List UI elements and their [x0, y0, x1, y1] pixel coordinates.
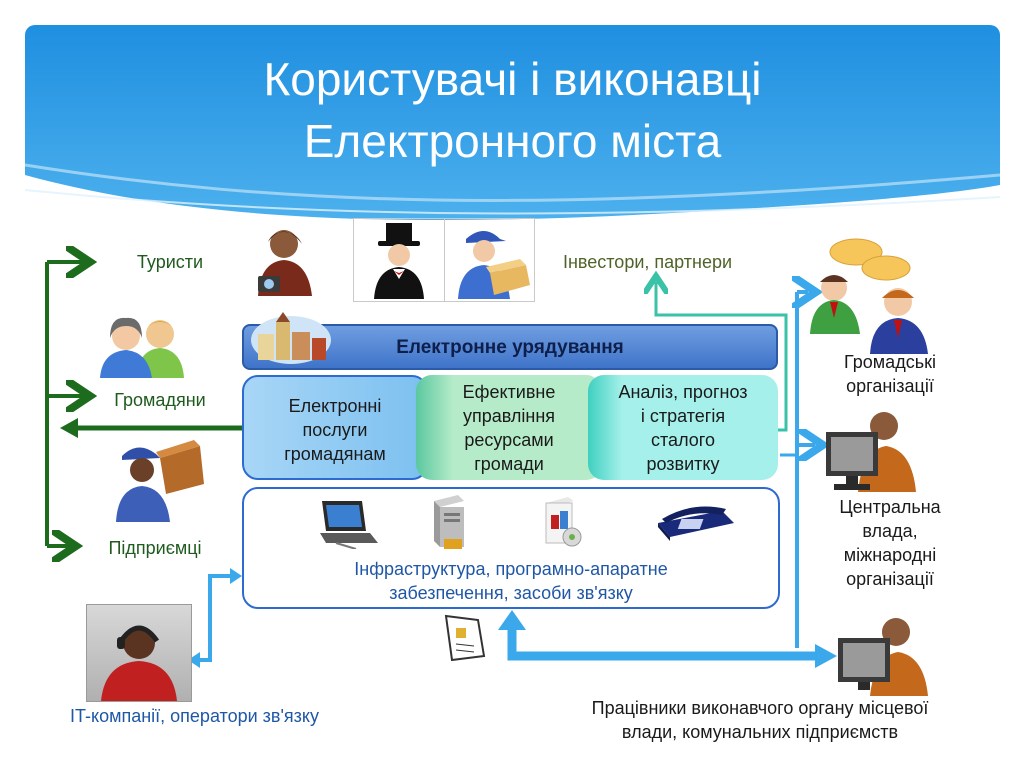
panel-divider	[444, 219, 445, 301]
document-icon	[442, 614, 488, 667]
central-line-4: організації	[846, 569, 934, 589]
label-public-organizations	[820, 350, 960, 398]
resources-line-1: Ефективне	[462, 382, 556, 402]
local-workers-icon	[834, 612, 944, 701]
service-box-analysis	[588, 375, 778, 480]
label-investors: Інвестори, партнери	[562, 252, 733, 272]
server-icon	[428, 495, 468, 558]
workers-line-1: Працівники виконавчого органу місцевої	[591, 698, 929, 718]
central-line-3: міжнародні	[843, 545, 937, 565]
services-out-arrowhead	[60, 418, 78, 438]
label-it-companies: IT-компанії, оператори зв'язку	[70, 706, 320, 726]
central-line-2: влада,	[862, 521, 918, 541]
telephone-icon	[652, 501, 736, 546]
tourist-person-icon	[250, 224, 320, 301]
infra-up-arrowhead	[498, 610, 526, 630]
title-line-2: Електронного міста	[303, 115, 722, 167]
investors-icon-panel	[353, 218, 535, 302]
public-organizations-icon	[808, 238, 948, 361]
e-government-label: Електронне урядування	[396, 337, 624, 358]
analysis-line-3: сталого	[651, 430, 715, 450]
label-citizens: Громадяни	[114, 390, 206, 410]
public-orgs-line-2: організації	[846, 376, 934, 396]
infrastructure-label	[244, 557, 778, 605]
title-line-1: Користувачі і виконавці	[263, 53, 762, 105]
software-box-icon	[542, 497, 584, 554]
analysis-line-2: і стратегія	[640, 406, 726, 426]
label-entrepreneurs: Підприємці	[108, 538, 202, 558]
it-right-arrowhead	[230, 568, 242, 584]
public-orgs-line-1: Громадські	[844, 352, 936, 372]
label-central-government	[820, 495, 960, 591]
it-operator-photo	[86, 604, 192, 702]
service-box-electronic-services	[242, 375, 428, 480]
infrastructure-box	[242, 487, 780, 609]
analysis-line-1: Аналіз, прогноз	[618, 382, 748, 402]
central-line-1: Центральна	[839, 497, 941, 517]
entrepreneur-icon	[116, 440, 206, 527]
workers-line-2: влади, комунальних підприємств	[621, 722, 899, 742]
central-government-icon	[822, 406, 932, 497]
resources-line-3: ресурсами	[464, 430, 554, 450]
laptop-icon	[316, 499, 378, 554]
service-box-resource-management	[416, 375, 602, 480]
infrastructure-line-1: Інфраструктура, програмно-апаратне	[354, 559, 668, 579]
it-bidirectional-line	[196, 576, 232, 660]
delivery-person-icon	[454, 225, 530, 304]
resources-line-2: управління	[462, 406, 556, 426]
label-local-workers	[530, 696, 990, 744]
infra-to-workers-line	[512, 620, 815, 656]
label-tourists: Туристи	[136, 252, 204, 272]
resources-line-4: громади	[474, 454, 544, 474]
citizens-icon	[96, 312, 188, 383]
services-line-3: громадянам	[284, 444, 386, 464]
analysis-line-4: розвитку	[646, 454, 720, 474]
infrastructure-line-2: забезпечення, засоби зв'язку	[389, 583, 633, 603]
services-line-2: послуги	[302, 420, 368, 440]
city-buildings-icon	[250, 312, 332, 369]
top-hat-person-icon	[368, 223, 430, 304]
services-line-1: Електронні	[288, 396, 382, 416]
